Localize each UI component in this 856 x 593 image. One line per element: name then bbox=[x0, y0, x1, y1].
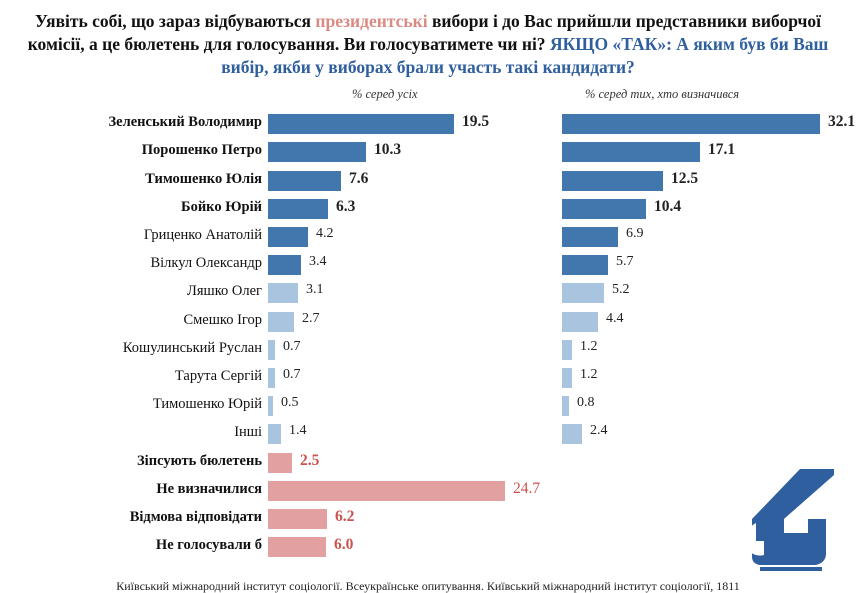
column-headers bbox=[0, 87, 856, 105]
voting-hand-logo bbox=[722, 461, 842, 571]
bar-group-decided bbox=[562, 312, 598, 332]
bar-group-decided bbox=[562, 396, 569, 416]
bar-decided bbox=[562, 340, 572, 360]
bar-all bbox=[268, 199, 328, 219]
category-label: Не визначилися bbox=[156, 480, 262, 497]
bar-decided bbox=[562, 227, 618, 247]
chart-row bbox=[0, 280, 856, 308]
bar-all bbox=[268, 396, 273, 416]
bar-all bbox=[268, 114, 454, 134]
value-label-decided: 0.8 bbox=[577, 395, 595, 411]
bar-decided bbox=[562, 114, 820, 134]
bar-group-all bbox=[268, 199, 328, 219]
page-title bbox=[0, 0, 856, 79]
column-header-decided: % серед тих, хто визначився bbox=[585, 87, 740, 102]
bar-group-decided bbox=[562, 199, 646, 219]
chart-row bbox=[0, 252, 856, 280]
value-label-all: 3.1 bbox=[306, 282, 324, 298]
chart-row bbox=[0, 139, 856, 167]
bar-decided bbox=[562, 396, 569, 416]
footer-note: Київський міжнародний інститут соціології. Всеукраїнське опитування. Київський міжнародний інститут соціології, 1811 bbox=[116, 579, 740, 593]
value-label-all: 7.6 bbox=[349, 169, 369, 187]
bar-all bbox=[268, 171, 341, 191]
bar-group-all bbox=[268, 537, 326, 557]
bar-decided bbox=[562, 283, 604, 303]
bar-all bbox=[268, 255, 301, 275]
bar-group-all bbox=[268, 171, 341, 191]
category-label: Ляшко Олег bbox=[187, 283, 262, 300]
bar-all bbox=[268, 537, 326, 557]
title-part-1: Уявіть собі, що зараз відбуваються bbox=[34, 11, 316, 31]
value-label-decided: 1.2 bbox=[580, 338, 598, 354]
value-label-decided: 6.9 bbox=[626, 226, 644, 242]
column-header-all: % серед усіх bbox=[352, 87, 418, 102]
chart-row bbox=[0, 337, 856, 365]
bar-all bbox=[268, 509, 327, 529]
value-label-all: 0.7 bbox=[283, 338, 301, 354]
bar-group-all bbox=[268, 114, 454, 134]
value-label-decided: 5.7 bbox=[616, 254, 634, 270]
bar-all bbox=[268, 283, 298, 303]
chart-row bbox=[0, 309, 856, 337]
category-label: Зіпсують бюлетень bbox=[137, 452, 262, 469]
value-label-decided: 2.4 bbox=[590, 423, 608, 439]
value-label-all: 2.7 bbox=[302, 310, 320, 326]
value-label-decided: 10.4 bbox=[654, 197, 682, 215]
bar-all bbox=[268, 142, 366, 162]
bar-all bbox=[268, 312, 294, 332]
bar-decided bbox=[562, 368, 572, 388]
chart-row bbox=[0, 111, 856, 139]
value-label-all: 4.2 bbox=[316, 226, 334, 242]
bar-group-all bbox=[268, 368, 275, 388]
bar-group-all bbox=[268, 424, 281, 444]
bar-all bbox=[268, 481, 505, 501]
value-label-all: 19.5 bbox=[462, 113, 490, 131]
bar-all bbox=[268, 453, 292, 473]
category-label: Бойко Юрій bbox=[180, 198, 262, 215]
bar-group-decided bbox=[562, 255, 608, 275]
value-label-all: 0.7 bbox=[283, 366, 301, 382]
category-label: Тарута Сергій bbox=[174, 367, 262, 384]
bar-group-all bbox=[268, 481, 505, 501]
chart-row bbox=[0, 393, 856, 421]
title-highlight: президентські bbox=[315, 11, 428, 31]
bar-decided bbox=[562, 142, 700, 162]
bar-group-all bbox=[268, 453, 292, 473]
bar-group-decided bbox=[562, 227, 618, 247]
bar-group-decided bbox=[562, 368, 572, 388]
chart-row bbox=[0, 196, 856, 224]
bar-group-all bbox=[268, 142, 366, 162]
chart-row bbox=[0, 421, 856, 449]
title-part-2: вибори і до Вас прийшли представники виборчої комісії, а це бюлетень для голосування. Ви голосуватимете чи ні? bbox=[27, 11, 822, 55]
category-label: Порошенко Петро bbox=[141, 142, 262, 159]
value-label-decided: 4.4 bbox=[606, 310, 624, 326]
value-label-all: 1.4 bbox=[289, 423, 307, 439]
bar-decided bbox=[562, 312, 598, 332]
category-label: Тимошенко Юрій bbox=[152, 396, 262, 413]
value-label-decided: 12.5 bbox=[671, 169, 699, 187]
chart-row bbox=[0, 224, 856, 252]
bar-decided bbox=[562, 199, 646, 219]
category-label: Відмова відповідати bbox=[129, 508, 262, 525]
bar-group-all bbox=[268, 312, 294, 332]
value-label-all: 10.3 bbox=[374, 141, 402, 159]
value-label-all: 6.2 bbox=[335, 507, 355, 525]
value-label-decided: 1.2 bbox=[580, 366, 598, 382]
bar-group-all bbox=[268, 227, 308, 247]
value-label-all: 6.0 bbox=[334, 536, 354, 554]
bar-group-decided bbox=[562, 340, 572, 360]
bar-all bbox=[268, 368, 275, 388]
value-label-decided: 32.1 bbox=[828, 113, 856, 131]
category-label: Інші bbox=[234, 424, 262, 441]
value-label-all: 0.5 bbox=[281, 395, 299, 411]
value-label-all: 6.3 bbox=[336, 197, 356, 215]
bar-group-all bbox=[268, 283, 298, 303]
bar-group-all bbox=[268, 509, 327, 529]
value-label-all: 2.5 bbox=[300, 451, 320, 469]
category-label: Не голосували б bbox=[155, 537, 262, 554]
category-label: Зеленський Володимир bbox=[108, 114, 262, 131]
category-label: Тимошенко Юлія bbox=[145, 170, 262, 187]
bar-group-decided bbox=[562, 171, 663, 191]
value-label-decided: 17.1 bbox=[708, 141, 736, 159]
title-accent: ЯКЩО «ТАК»: А яким був би Ваш вибір, якби у виборах брали участь такі кандидати? bbox=[221, 34, 829, 78]
bar-decided bbox=[562, 171, 663, 191]
bar-group-all bbox=[268, 396, 273, 416]
category-label: Смешко Ігор bbox=[183, 311, 262, 328]
bar-all bbox=[268, 227, 308, 247]
bar-all bbox=[268, 340, 275, 360]
category-label: Кошулинський Руслан bbox=[122, 339, 262, 356]
bar-group-decided bbox=[562, 142, 700, 162]
category-label: Гриценко Анатолій bbox=[143, 227, 262, 244]
bar-all bbox=[268, 424, 281, 444]
chart-row bbox=[0, 168, 856, 196]
bar-decided bbox=[562, 255, 608, 275]
bar-group-all bbox=[268, 255, 301, 275]
value-label-decided: 5.2 bbox=[612, 282, 630, 298]
value-label-all: 3.4 bbox=[309, 254, 327, 270]
bar-group-decided bbox=[562, 424, 582, 444]
bar-group-decided bbox=[562, 283, 604, 303]
category-label: Вілкул Олександр bbox=[150, 255, 262, 272]
value-label-all: 24.7 bbox=[513, 479, 541, 497]
bar-group-decided bbox=[562, 114, 820, 134]
chart-row bbox=[0, 365, 856, 393]
bar-group-all bbox=[268, 340, 275, 360]
bar-decided bbox=[562, 424, 582, 444]
